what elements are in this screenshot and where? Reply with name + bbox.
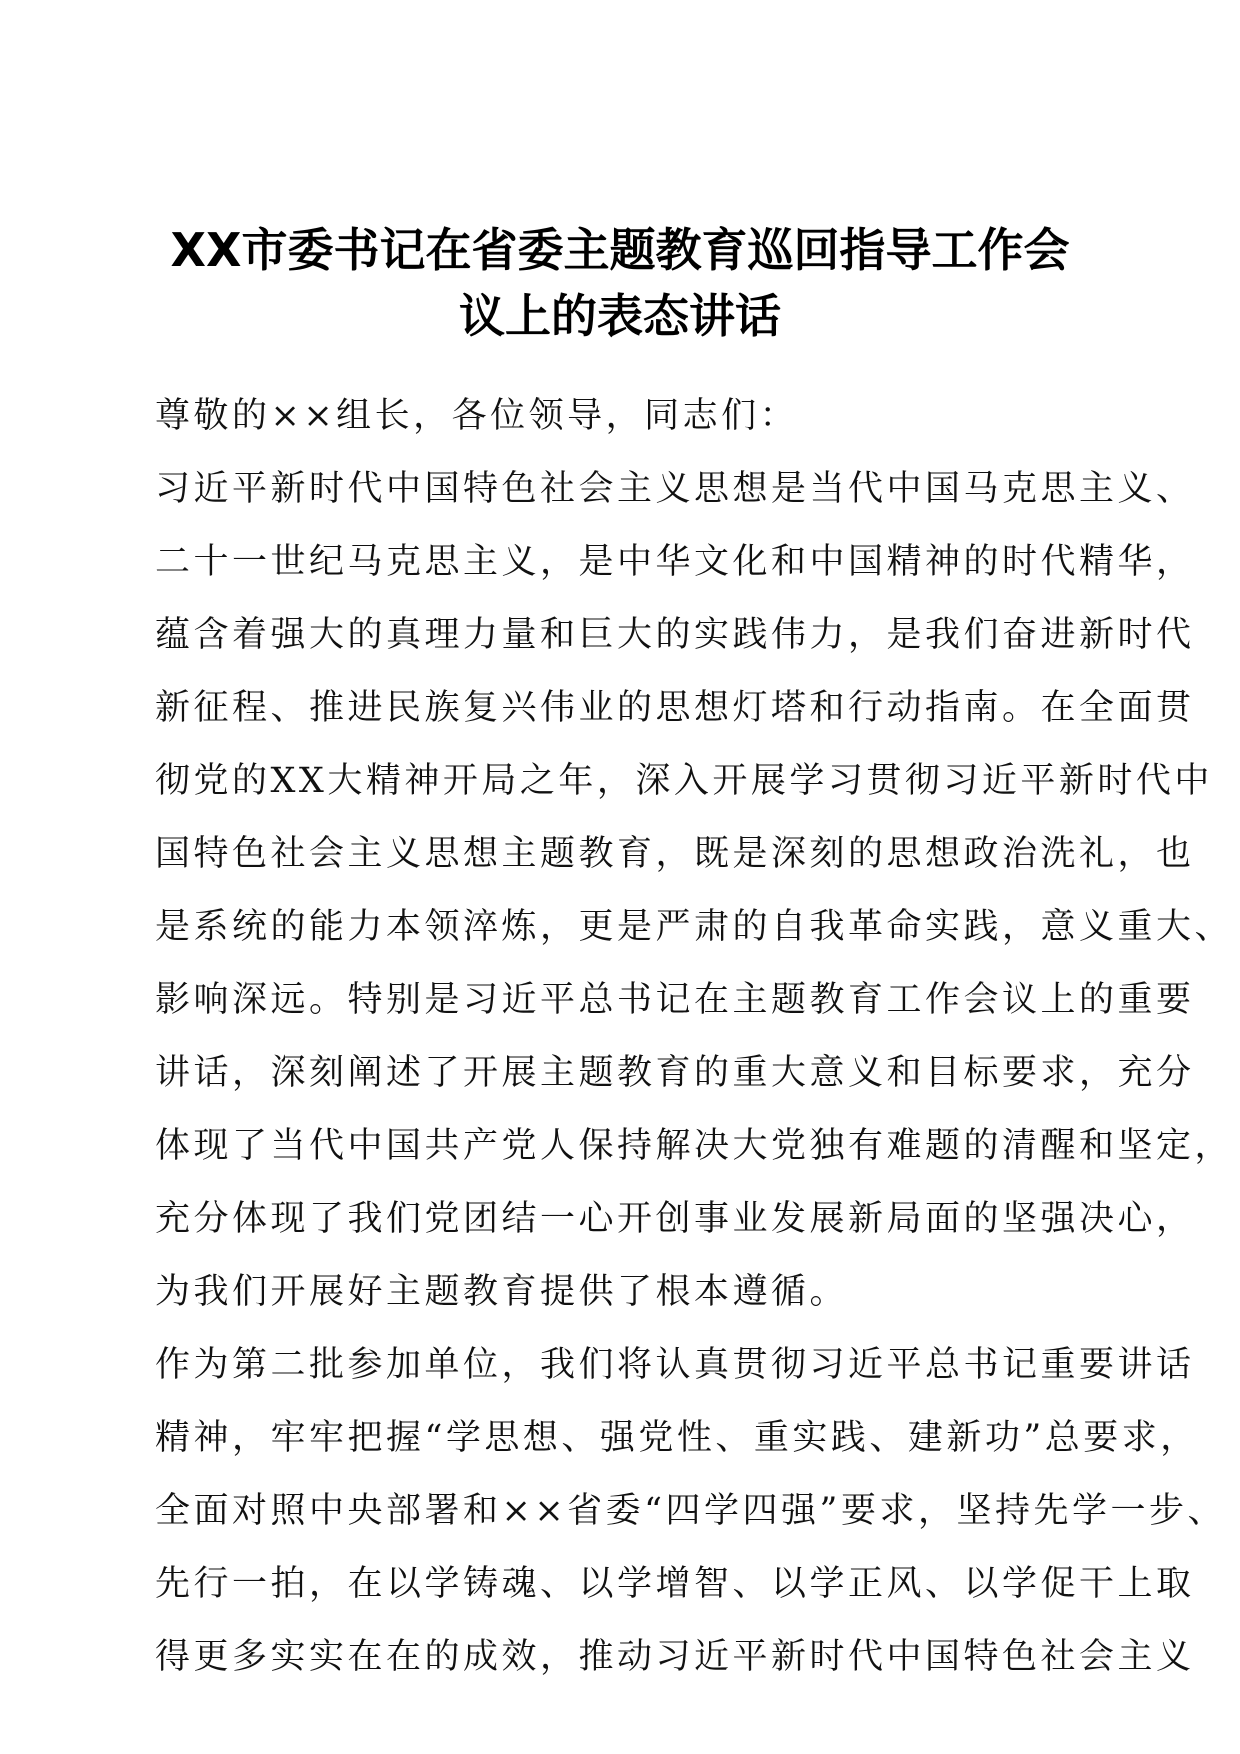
body-line: 全面对照中央部署和××省委“四学四强”要求，坚持先学一步、 bbox=[155, 1491, 1226, 1531]
body-line: 得更多实实在在的成效，推动习近平新时代中国特色社会主义 bbox=[155, 1637, 1195, 1677]
body-line: 蕴含着强大的真理力量和巨大的实践伟力，是我们奋进新时代 bbox=[155, 615, 1195, 655]
body-line: 体现了当代中国共产党人保持解决大党独有难题的清醒和坚定， bbox=[155, 1126, 1234, 1166]
body-line: 是系统的能力本领淬炼，更是严肃的自我革命实践，意义重大、 bbox=[155, 907, 1234, 947]
body-line: 充分体现了我们党团结一心开创事业发展新局面的坚强决心， bbox=[155, 1199, 1195, 1239]
body-line: 先行一拍，在以学铸魂、以学增智、以学正风、以学促干上取 bbox=[155, 1564, 1195, 1604]
title-line-2: 议上的表态讲话 bbox=[459, 289, 781, 343]
body-line: 讲话，深刻阐述了开展主题教育的重大意义和目标要求，充分 bbox=[155, 1053, 1195, 1093]
salutation: 尊敬的××组长，各位领导，同志们： bbox=[155, 396, 799, 436]
body-line: 影响深远。特别是习近平总书记在主题教育工作会议上的重要 bbox=[155, 980, 1195, 1020]
body-line: 为我们开展好主题教育提供了根本遵循。 bbox=[155, 1272, 849, 1312]
title-line-1: XX市委书记在省委主题教育巡回指导工作会 bbox=[170, 223, 1070, 277]
body-line: 精神，牢牢把握“学思想、强党性、重实践、建新功”总要求， bbox=[155, 1418, 1199, 1458]
body-line: 国特色社会主义思想主题教育，既是深刻的思想政治洗礼，也 bbox=[155, 834, 1195, 874]
body-line: 二十一世纪马克思主义，是中华文化和中国精神的时代精华， bbox=[155, 542, 1195, 582]
document-body bbox=[155, 380, 1234, 1694]
body-line: 习近平新时代中国特色社会主义思想是当代中国马克思主义、 bbox=[155, 469, 1195, 509]
body-line: 作为第二批参加单位，我们将认真贯彻习近平总书记重要讲话 bbox=[155, 1345, 1195, 1385]
body-line: 新征程、推进民族复兴伟业的思想灯塔和行动指南。在全面贯 bbox=[155, 688, 1195, 728]
body-line: 彻党的XX大精神开局之年，深入开展学习贯彻习近平新时代中 bbox=[155, 761, 1213, 801]
